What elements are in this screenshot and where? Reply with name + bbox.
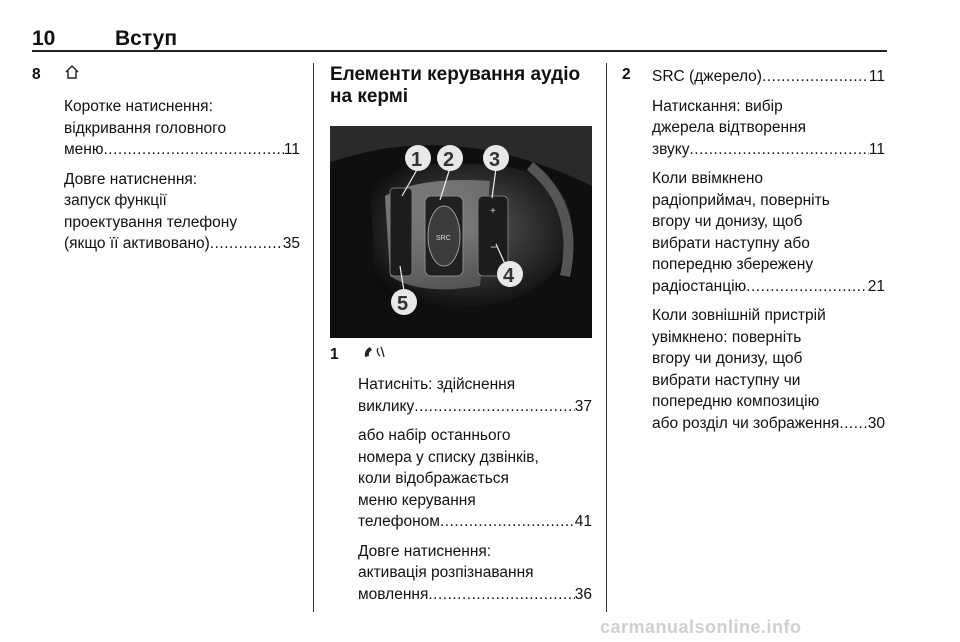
item-number-8: 8 [32, 66, 41, 83]
col3-text [652, 66, 885, 442]
press-text: Натискання: вибір [652, 97, 783, 115]
page-ref: 21 [867, 277, 885, 295]
toc-entry: SRC (джерело) ..... 11 [652, 66, 885, 88]
home-icon [64, 64, 80, 84]
external-text: вибрати наступну чи [652, 371, 801, 389]
toc-entry: або розділ чи зображення ..... 30 [652, 413, 885, 435]
column-divider-2 [606, 63, 607, 612]
watermark: carmanualsonline.info [600, 617, 802, 637]
short-press-label: Коротке натиснення: [64, 98, 213, 115]
item-number-2: 2 [622, 66, 631, 83]
external-text: Коли зовнішній пристрій [652, 307, 826, 324]
toc-entry: (якщо її активовано) ..... 35 [64, 233, 300, 255]
section-title: Елементи керування аудіо на кермі [330, 64, 581, 107]
page-ref: 11 [868, 140, 885, 158]
external-text: вгору чи донизу, щоб [652, 350, 803, 367]
radio-text: вгору чи донизу, щоб [652, 213, 803, 230]
toc-entry: звуку ..... 11 [652, 139, 885, 161]
svg-text:+: + [490, 206, 496, 217]
toc-entry: виклику ..... 37 [358, 396, 592, 418]
page-ref: 37 [574, 397, 592, 415]
steering-wheel-photo [330, 126, 592, 338]
callout-4: 4 [503, 265, 515, 287]
short-press-desc: відкривання головного [64, 119, 227, 137]
redial-text: меню керування [358, 491, 476, 509]
callout-3: 3 [489, 149, 501, 171]
page-ref: 41 [574, 513, 592, 530]
svg-text:−: − [490, 240, 498, 254]
toc-entry: телефоном ..... 41 [358, 511, 592, 533]
col2-text [358, 374, 592, 613]
item-number-1: 1 [330, 346, 339, 363]
page-ref: 30 [867, 414, 885, 432]
toc-entry: мовлення ..... 36 [358, 584, 592, 606]
long-press-label: Довге натиснення: [358, 542, 492, 560]
radio-text: радіоприймач, поверніть [652, 191, 830, 209]
column-divider-1 [313, 63, 314, 612]
callout-5: 5 [397, 293, 409, 315]
header-divider [32, 50, 887, 52]
svg-text:SRC: SRC [436, 235, 451, 242]
radio-text: Коли ввімкнено [652, 170, 764, 187]
redial-text: номера у списку дзвінків, [358, 448, 539, 466]
press-text: джерела відтворення [652, 119, 806, 136]
press-label: Натисніть: здійснення [358, 376, 516, 393]
phone-voice-icon [362, 344, 390, 364]
radio-text: вибрати наступну або [652, 234, 810, 252]
callout-1: 1 [411, 149, 423, 171]
radio-text: попередню збережену [652, 256, 814, 273]
redial-text: коли відображається [358, 470, 509, 487]
toc-entry: меню ..... 11 [64, 139, 300, 161]
page-number: 10 [32, 27, 56, 50]
page-header-title: Вступ [115, 27, 178, 50]
page-ref: 11 [868, 68, 885, 85]
col1-text [64, 96, 300, 263]
page-ref: 35 [282, 235, 300, 252]
long-press-desc: активація розпізнавання [358, 564, 534, 581]
page-ref: 11 [283, 141, 300, 158]
long-press-desc: запуск функції [64, 192, 167, 209]
external-text: увімкнено: поверніть [652, 328, 802, 346]
callout-2: 2 [443, 149, 455, 171]
long-press-label: Довге натиснення: [64, 170, 198, 188]
toc-entry: радіостанцію ..... 21 [652, 276, 885, 298]
redial-text: або набір останнього [358, 427, 511, 444]
long-press-desc: проектування телефону [64, 213, 238, 231]
page-ref: 36 [574, 585, 592, 603]
external-text: попередню композицію [652, 393, 820, 410]
